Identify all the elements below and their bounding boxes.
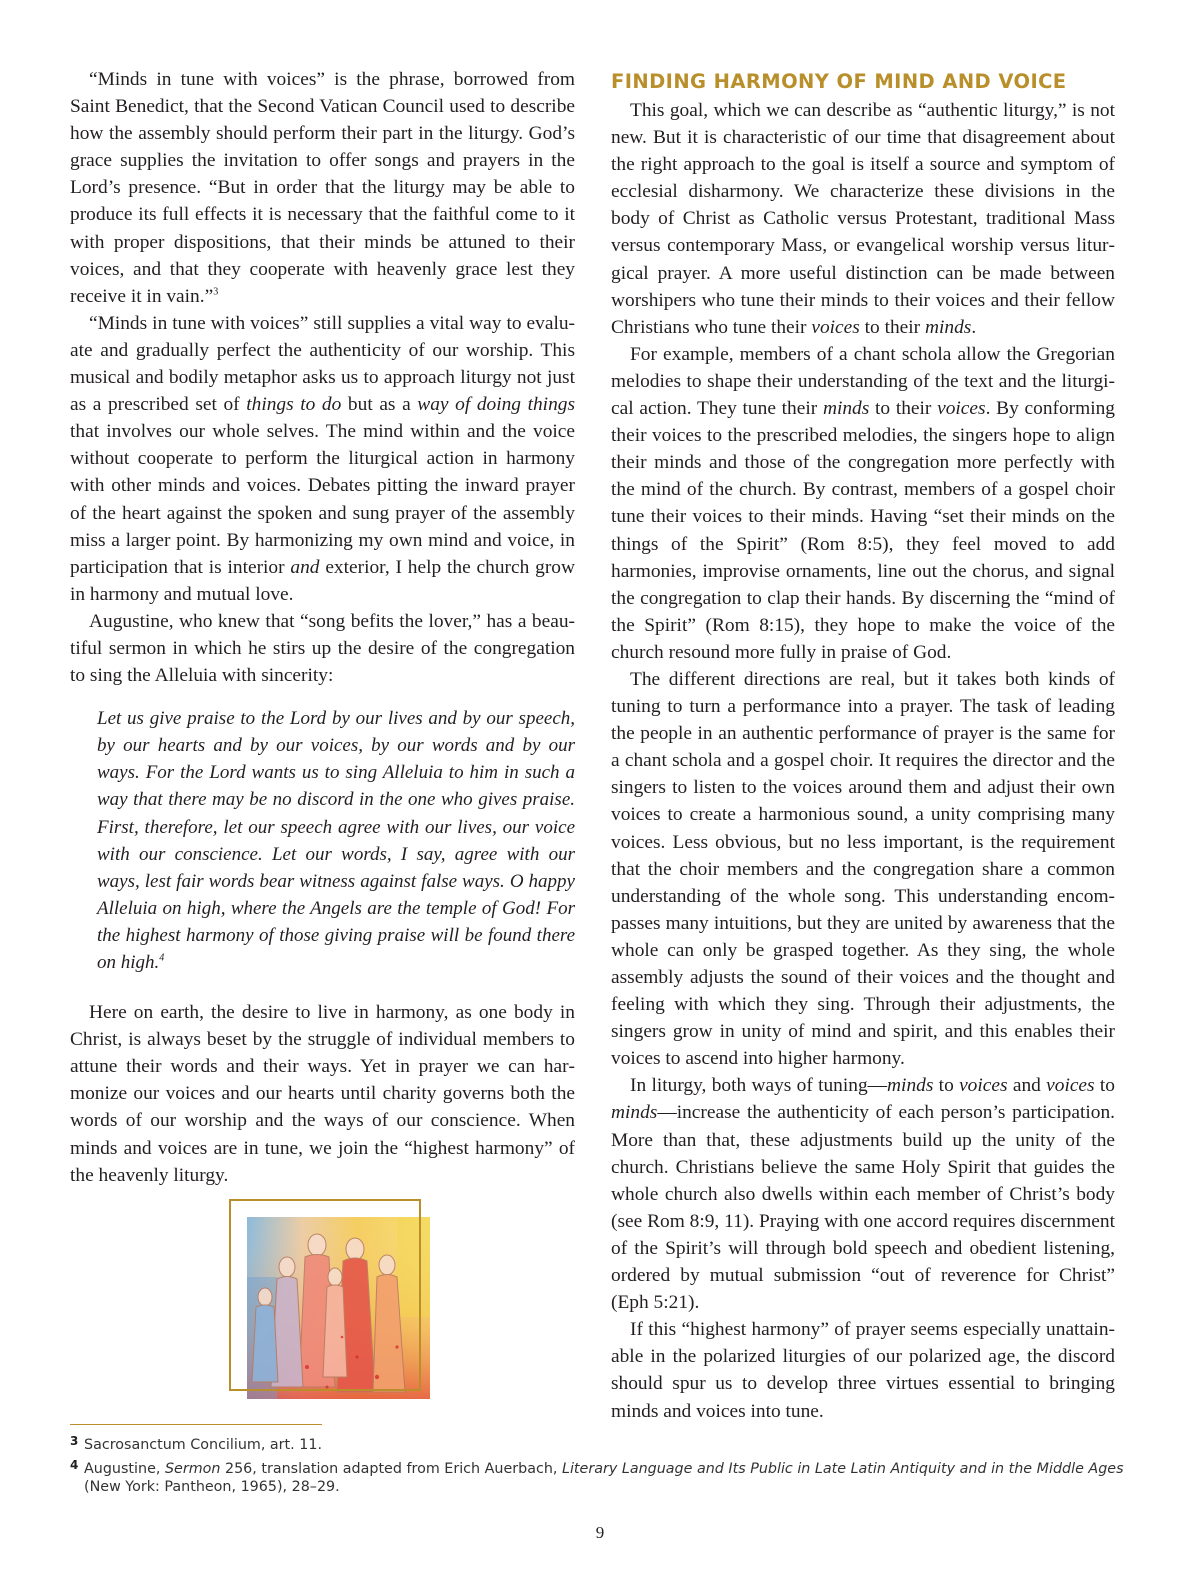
footnote-number: 3 [70,1434,79,1448]
footnote-ref[interactable]: 3 [213,286,219,298]
page-number: 9 [595,1523,605,1542]
block-quote: Let us give praise to the Lord by our lives and by our speech, by our hearts and by our voices, by our words and by our ways. For the Lord wants us to sing Alleluia to him in such a way that there may be no discord in the one who gives praise. First, therefore, let our speech agree with our lives, our voice with our conscience. Let our words, I say, agree with our ways, lest fair words bear witness against false ways. O happy Alleluia on high, where the Angels are the temple of God! For the highest harmony of those giving praise will be found there on high.$^4$ [97,708,575,973]
paragraph: Augustine, who knew that “song befits the lover,” has a beautiful sermon in which he stirs up the desire of the congregation to sing the Alleluia with sincerity: [70,610,575,687]
paragraph: If this “highest harmony” of prayer seems especially unattainable in the polarized liturgies of our polarized age, the discord should spur us to develop three virtues essential to bringing minds and voices into tune. [611,1319,1115,1422]
left-column [70,66,575,1189]
footnote-number: 4 [70,1458,79,1472]
paragraph: Here on earth, the desire to live in harmony, as one body in Christ, is always beset by the struggle of individual members to attune their words and their ways. Yet in prayer we can harmonize our voices and our hearts until charity governs both the words of our worship and the ways of our conscience. When minds and voices are in tune, we join the “highest harmony” of the heavenly liturgy. [70,1002,575,1186]
paragraph: “Minds in tune with voices” still supplies a vital way to evaluate and gradually perfect the authenticity of our worship. This musical and bodily metaphor asks us to approach liturgy not just as a prescribed set of things to do but as a way of doing things that involves our whole selves. The mind within and the voice without cooperate to perform the liturgical action in harmony with other minds and voices. Debates pitting the inward prayer of the heart against the spoken and sung prayer of the assembly miss a larger point. By harmonizing my own mind and voice, in participation that is interior and exterior, I help the church grow in harmony and mutual love. [70,312,576,605]
paragraph: This goal, which we can describe as “authentic liturgy,” is not new. But it is characteristic of our time that disagreement about the right approach to the goal is itself a source and symptom of ecclesial disharmony. We characterize these divisions in the body of Christ as Catholic versus Protestant, traditional Mass versus contemporary Mass, or evangelical worship versus liturgical prayer. A more useful distinction can be made between worshipers who tune their minds to their voices and their fellow Christians who tune their voices to their minds. [611,100,1115,338]
paragraph: The different directions are real, but it takes both kinds of tuning to turn a performance into a prayer. The task of leading the people in an authentic performance of prayer is the same for a chant schola and a gospel choir. It requires the director and the singers to listen to the voices around them and adjust their own voices to create a harmonious sound, a unity comprising many voices. Less obvious, but no less important, is the requirement that the choir members and the congregation share a common understanding of the whole song. This understanding encompasses many intuitions, but they are united by awareness that the whole can only be grasped together. As they sing, the whole assembly adjusts the sound of their voices and the thought and feeling with which they sing. Through their adjustments, the singers grow in unity of mind and spirit, and this enables their voices to ascend into higher harmony. [611,668,1115,1070]
footnote: 4 Augustine, Sermon 256, translation adapted from Erich Auerbach, Literary Language and Its Public in Late Latin Antiquity and in the Middle Ages (New York: Pantheon, 1965), 28–29. [70,1458,1124,1495]
footnotes [70,1436,1130,1502]
image-frame [229,1199,421,1391]
right-column [611,67,1115,1425]
footnote-divider [70,1424,322,1425]
paragraph: “Minds in tune with voices” is the phrase, borrowed from Saint Benedict, that the Second Vatican Council used to describe how the assembly should perform their part in the liturgy. God’s grace supplies the invitation to offer songs and prayers in the Lord’s presence. “But in order that the liturgy may be able to produce its full effects it is necessary that the faithful come to it with proper dispositions, that their minds be attuned to their voices, and that they cooperate with heavenly grace lest they receive it in vain.”$^3$ [70,69,575,307]
section-heading: FINDING HARMONY OF MIND AND VOICE [611,70,1067,93]
footnote-ref[interactable]: 4 [159,952,165,964]
paragraph: In liturgy, both ways of tuning—minds to voices and voices to minds—increase the authenticity of each person’s participation. More than that, these adjustments build up the unity of the church. Christians believe the same Holy Spirit that guides the whole church also dwells within each member of Christ’s body (see Rom 8:9, 11). Praying with one accord requires discernment of the Spirit’s will through bold speech and obedient listening, ordered by mutual submission “out of reverence for Christ” (Eph 5:21). [611,1075,1115,1314]
footnote: 3 Sacrosanctum Concilium, art. 11. [70,1434,322,1453]
paragraph: For example, members of a chant schola allow the Gregorian melodies to shape their understanding of the text and the liturgical action. They tune their minds to their voices. By conforming their voices to the prescribed melodies, the singers hope to align their minds and those of the congregation more perfectly with the mind of the church. By contrast, members of a gospel choir tune their voices to their minds. Having “set their minds on the things of the Spirit” (Rom 8:5), they feel moved to add harmonies, improvise ornaments, line out the chorus, and signal the congregation to clap their hands. By discerning the “mind of the Spirit” (Rom 8:15), they hope to make the voice of the church resound more fully in praise of God. [611,343,1115,663]
